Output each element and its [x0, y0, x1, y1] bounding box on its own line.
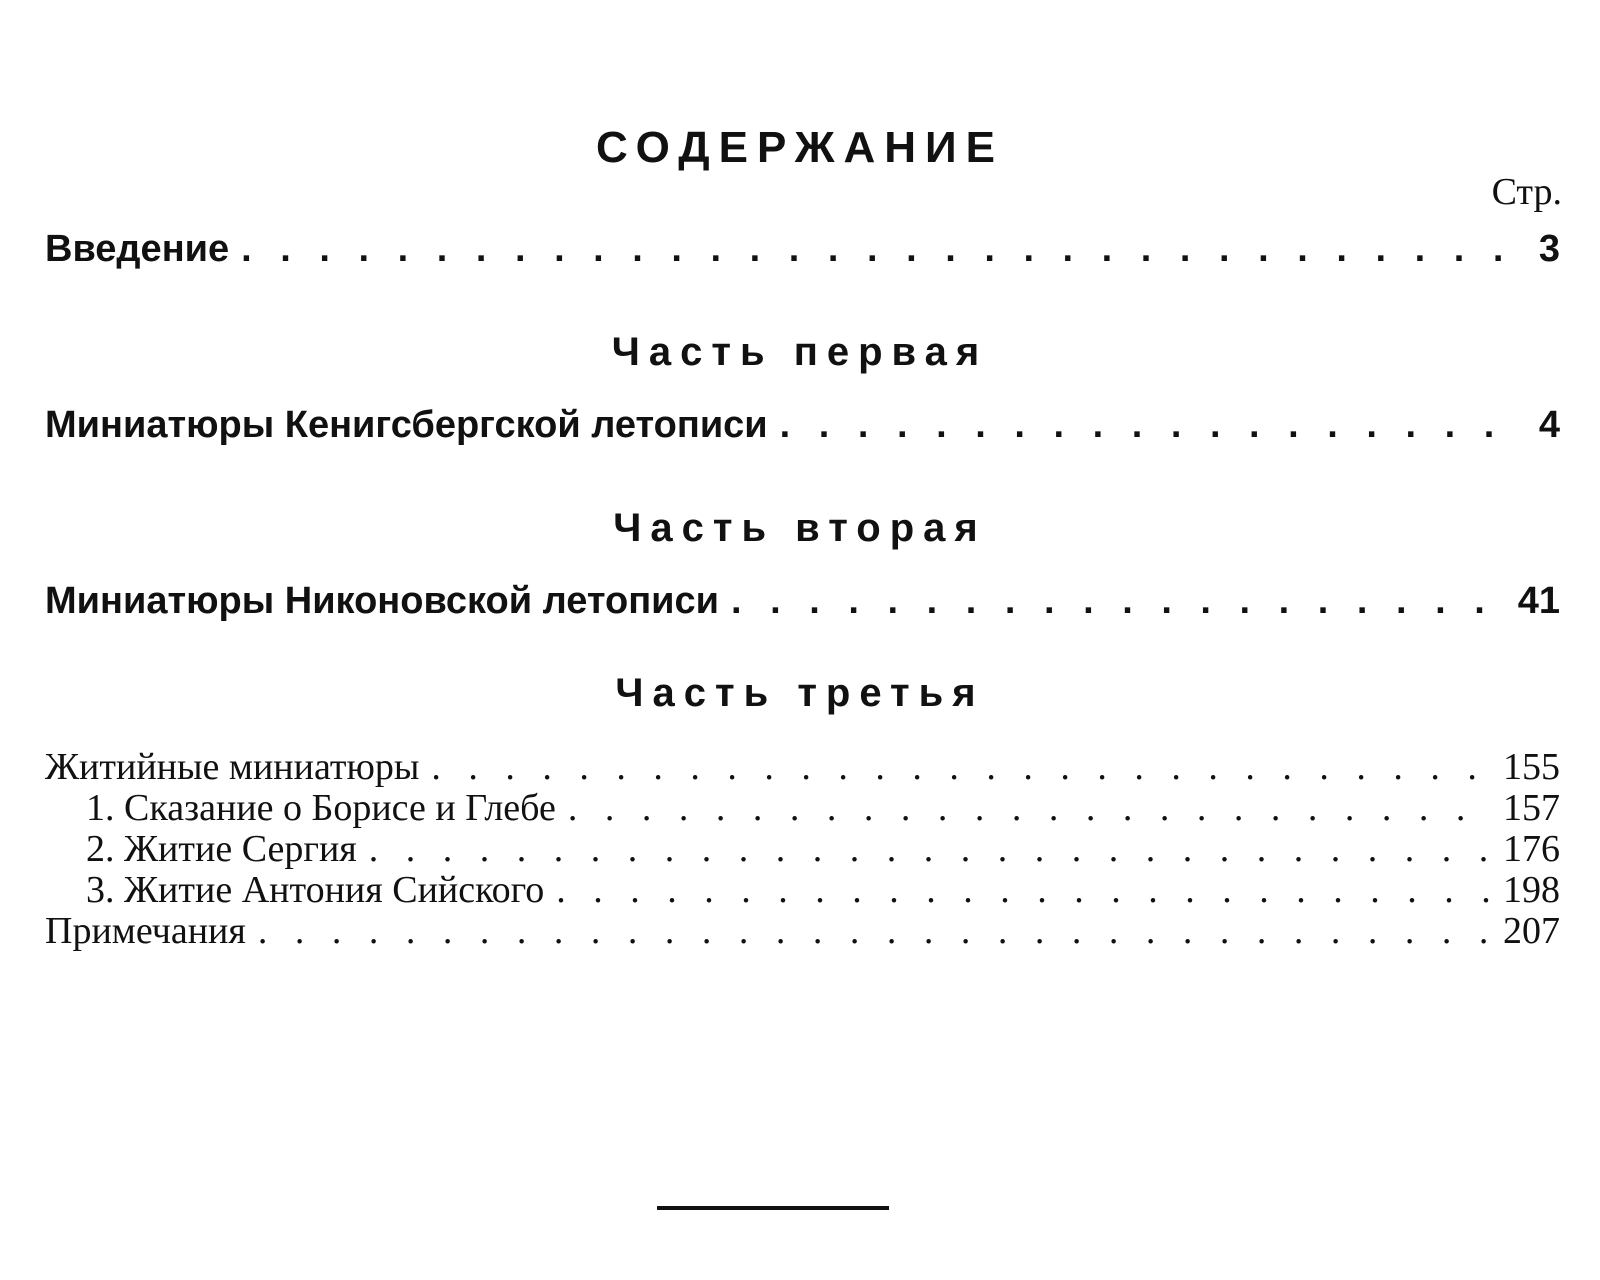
toc-entry-label: Миниатюры Никоновской летописи [45, 580, 720, 622]
part-two-heading: Часть вторая [613, 506, 987, 550]
toc-entry-page: 41 [1517, 580, 1560, 622]
toc-entry-page: 3 [1538, 228, 1560, 270]
page-title: СОДЕРЖАНИЕ [595, 123, 1005, 172]
toc-entry-koenigsberg-miniatures [45, 402, 1560, 448]
toc-entry-page: 207 [1503, 910, 1560, 952]
toc-entry-page: 176 [1503, 828, 1560, 870]
dot-leader [731, 578, 1506, 624]
toc-entry-page: 155 [1503, 746, 1560, 788]
toc-entry-nikon-miniatures [45, 578, 1560, 624]
toc-entry-life-of-antony [86, 867, 1560, 913]
closing-rule [657, 1206, 889, 1210]
toc-entry-page: 4 [1538, 404, 1560, 446]
toc-entry-label: Житийные миниатюры [45, 746, 420, 788]
dot-leader [431, 744, 1491, 790]
dot-leader [780, 402, 1512, 448]
toc-entry-label: Примечания [45, 910, 246, 952]
toc-entry-page: 198 [1503, 869, 1560, 911]
toc-entry-life-of-sergius [86, 826, 1560, 872]
dot-leader [241, 226, 1512, 272]
dot-leader [556, 867, 1491, 913]
toc-entry-introduction [45, 226, 1560, 272]
toc-entry-label: 1. Сказание о Борисе и Глебе [86, 787, 556, 829]
dot-leader [258, 908, 1491, 954]
toc-entry-boris-gleb [86, 785, 1560, 831]
part-three-heading: Часть третья [615, 671, 985, 715]
toc-entry-page: 157 [1503, 787, 1560, 829]
toc-entry-notes [45, 908, 1560, 954]
toc-entry-label: 2. Житие Сергия [86, 828, 357, 870]
part-one-heading: Часть первая [611, 330, 989, 374]
toc-entry-label: Миниатюры Кенигсбергской летописи [45, 404, 768, 446]
dot-leader [568, 785, 1491, 831]
toc-entry-label: 3. Житие Антония Сийского [86, 869, 545, 911]
dot-leader [369, 826, 1491, 872]
toc-entry-label: Введение [45, 228, 230, 270]
pages-column-header: Стр. [1491, 171, 1562, 213]
toc-entry-hagiographic-miniatures [45, 744, 1560, 790]
